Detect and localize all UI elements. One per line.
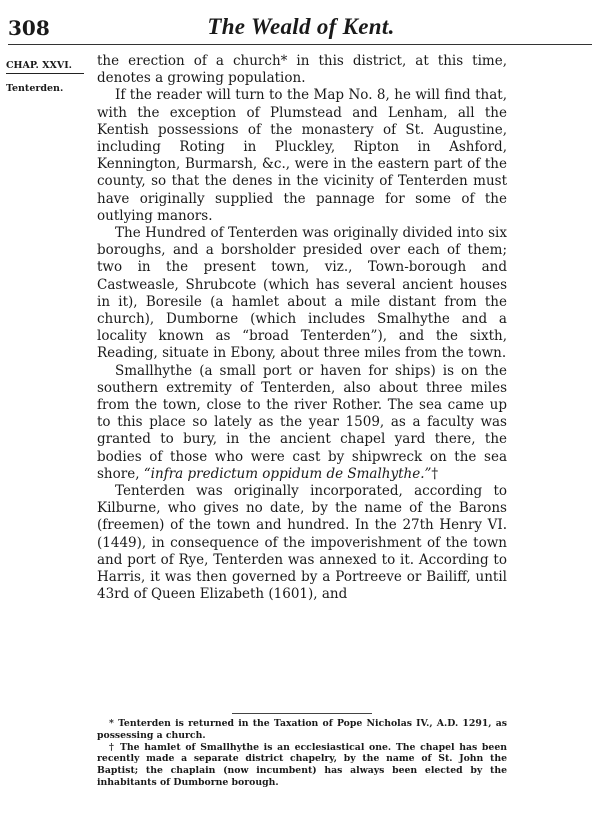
paragraph-text: Smallhythe (a small port or haven for ships) is on the southern extremity of Tenterden, also about three miles from the town, close to the river Rother. The sea came up to this place so lately as the year 1509, as a faculty was granted to bury, in the ancient chapel yard there, the bodies of those who were cast by shipwreck on the sea shore, — [97, 362, 507, 482]
paragraph — [97, 363, 507, 483]
footnote: † The hamlet of Smallhythe is an ecclesiastical one. The chapel has been recently made a separate district chapelry, by the name of St. John the Baptist; the chaplain (now incumbent) has always been elected by the inhabitants of Dumborne borough. — [97, 741, 507, 788]
margin-notes — [6, 59, 92, 95]
paragraph: Tenterden was originally incorporated, according to Kilburne, who gives no date, by the name of the Barons (freemen) of the town and hundred. In the 27th Henry VI. (1449), in consequence of the impoverishment of the town and port of Rye, Tenterden was annexed to it. According to Harris, it was then governed by a Portreeve or Bailiff, until 43rd of Queen Elizabeth (1601), and — [97, 483, 507, 603]
footnote-rule — [232, 713, 372, 714]
margin-subject: Tenterden. — [6, 83, 64, 94]
chapter-label: CHAP. XXVI. — [6, 59, 84, 74]
footnote-mark: † — [431, 465, 439, 482]
paragraph: the erection of a church* in this district, at this time, denotes a growing population. — [97, 53, 507, 87]
body-text — [97, 53, 507, 604]
running-title: The Weald of Kent. — [207, 14, 395, 39]
header-rule — [8, 44, 592, 45]
page-header — [8, 14, 594, 44]
paragraph: The Hundred of Tenterden was originally divided into six boroughs, and a borsholder presided over each of them; two in the present town, viz., Town-borough and Castweasle, Shrubcote (which has several ancient houses in it), Boresile (a hamlet about a mile distant from the church), Dumborne (which includes Smalhythe and a locality known as “broad Tenterden”), and the sixth, Reading, situate in Ebony, about three miles from the town. — [97, 225, 507, 362]
footnotes — [97, 718, 507, 789]
footnote: * Tenterden is returned in the Taxation of Pope Nicholas IV., A.D. 1291, as possessing a church. — [97, 718, 507, 741]
page-number: 308 — [8, 16, 50, 40]
latin-quotation: “infra predictum oppidum de Smalhythe.” — [143, 465, 432, 482]
paragraph: If the reader will turn to the Map No. 8, he will find that, with the exception of Plumstead and Lenham, all the Kentish possessions of the monastery of St. Augustine, including Roting in Pluckley, Ripton in Ashford, Kennington, Burmarsh, &c., were in the eastern part of the county, so that the denes in the vicinity of Tenterden must have originally supplied the pannage for some of the outlying manors. — [97, 87, 507, 224]
